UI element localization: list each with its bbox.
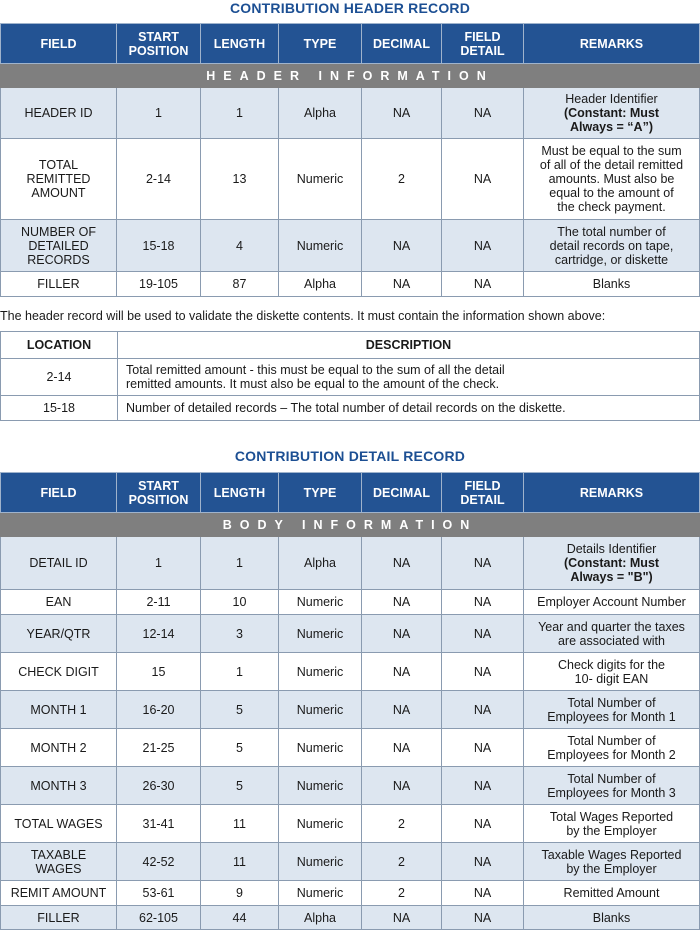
detail-cell: NA xyxy=(442,767,524,805)
column-header-detail xyxy=(442,473,524,513)
field-cell xyxy=(1,590,117,615)
column-header-line: DETAIL xyxy=(460,43,505,58)
column-header-line: DECIMAL xyxy=(373,485,430,500)
location-column-header: LOCATION xyxy=(1,332,118,359)
field-line: HEADER ID xyxy=(24,106,93,120)
remarks-line: Employer Account Number xyxy=(537,595,686,609)
remarks-cell xyxy=(524,881,700,906)
field-line: TOTAL xyxy=(38,158,79,172)
type-cell: Numeric xyxy=(279,767,362,805)
column-header-remarks xyxy=(524,24,700,64)
field-line: MONTH 2 xyxy=(30,740,87,755)
field-line: REMITTED xyxy=(26,172,91,186)
column-header-detail xyxy=(442,24,524,64)
remarks-line: amounts. Must also be xyxy=(548,172,675,186)
description-cell xyxy=(118,359,700,396)
column-header-line: TYPE xyxy=(303,36,337,51)
column-header-line: REMARKS xyxy=(579,485,644,500)
start-cell: 1 xyxy=(117,88,201,139)
description-line: Number of detailed records – The total number of detail records on the diskette. xyxy=(126,401,566,415)
detail-cell: NA xyxy=(442,88,524,139)
decimal-cell: 2 xyxy=(362,881,442,906)
section-label: HEADER INFORMATION xyxy=(1,64,700,88)
table-row xyxy=(1,272,700,297)
type-cell: Numeric xyxy=(279,615,362,653)
start-cell: 53-61 xyxy=(117,881,201,906)
remarks-line: Blanks xyxy=(592,277,631,291)
length-cell: 1 xyxy=(201,537,279,590)
field-cell xyxy=(1,615,117,653)
detail-cell: NA xyxy=(442,906,524,930)
detail-cell: NA xyxy=(442,691,524,729)
type-cell: Numeric xyxy=(279,590,362,615)
remarks-line: detail records on tape, xyxy=(549,238,674,253)
column-header-remarks xyxy=(524,473,700,513)
field-line: MONTH 1 xyxy=(30,702,87,717)
column-header-type xyxy=(279,473,362,513)
column-header-line: START xyxy=(138,29,179,44)
detail-cell: NA xyxy=(442,729,524,767)
field-cell xyxy=(1,906,117,930)
field-line: WAGES xyxy=(35,861,82,876)
decimal-cell: NA xyxy=(362,615,442,653)
column-header-start xyxy=(117,473,201,513)
section-label: BODY INFORMATION xyxy=(1,513,700,537)
table-row xyxy=(1,843,700,881)
start-cell: 12-14 xyxy=(117,615,201,653)
table-row xyxy=(1,396,700,421)
column-header-line: FIELD xyxy=(464,29,501,44)
field-cell xyxy=(1,881,117,906)
decimal-cell: NA xyxy=(362,729,442,767)
remarks-line: Year and quarter the taxes xyxy=(538,619,685,634)
description-line: Total remitted amount - this must be equal to the sum of all the detail xyxy=(126,363,505,377)
decimal-cell: 2 xyxy=(362,843,442,881)
field-line: FILLER xyxy=(37,910,80,925)
table-row xyxy=(1,881,700,906)
type-cell: Alpha xyxy=(279,906,362,930)
column-header-field xyxy=(1,473,117,513)
table-row xyxy=(1,906,700,930)
length-cell: 87 xyxy=(201,272,279,297)
remarks-cell xyxy=(524,615,700,653)
field-line: DETAIL ID xyxy=(29,556,88,570)
start-cell: 21-25 xyxy=(117,729,201,767)
remarks-line: Total Number of xyxy=(567,695,656,710)
table-row xyxy=(1,653,700,691)
detail-record-column-headers xyxy=(1,473,700,513)
remarks-line: Must be equal to the sum xyxy=(541,144,682,158)
start-cell: 62-105 xyxy=(117,906,201,930)
decimal-cell: NA xyxy=(362,906,442,930)
remarks-line: (Constant: Must xyxy=(563,106,660,120)
type-cell: Numeric xyxy=(279,881,362,906)
remarks-cell xyxy=(524,272,700,297)
table-row xyxy=(1,729,700,767)
decimal-cell: 2 xyxy=(362,805,442,843)
table-row xyxy=(1,139,700,220)
remarks-line: Total Wages Reported xyxy=(549,809,674,824)
length-cell: 11 xyxy=(201,843,279,881)
field-cell xyxy=(1,139,117,220)
remarks-line: Total Number of xyxy=(567,733,656,748)
detail-cell: NA xyxy=(442,653,524,691)
remarks-line: Total Number of xyxy=(567,771,656,786)
field-cell xyxy=(1,843,117,881)
field-cell xyxy=(1,805,117,843)
column-header-line: TYPE xyxy=(303,485,337,500)
field-line: TOTAL WAGES xyxy=(14,816,103,831)
field-line: MONTH 3 xyxy=(30,778,87,793)
column-header-length xyxy=(201,473,279,513)
type-cell: Alpha xyxy=(279,537,362,590)
field-cell xyxy=(1,272,117,297)
table-row xyxy=(1,590,700,615)
decimal-cell: NA xyxy=(362,88,442,139)
field-line: NUMBER OF xyxy=(21,224,96,239)
column-header-line: REMARKS xyxy=(579,36,644,51)
decimal-cell: NA xyxy=(362,537,442,590)
field-line: FILLER xyxy=(37,277,80,291)
description-cell xyxy=(118,396,700,421)
remarks-line: Header Identifier xyxy=(565,92,658,106)
field-line: TAXABLE xyxy=(30,847,87,862)
detail-cell: NA xyxy=(442,843,524,881)
column-header-line: LENGTH xyxy=(213,485,266,500)
detail-cell: NA xyxy=(442,139,524,220)
start-cell: 31-41 xyxy=(117,805,201,843)
remarks-line: Taxable Wages Reported xyxy=(541,847,682,862)
table-row xyxy=(1,615,700,653)
remarks-line: 10- digit EAN xyxy=(574,671,649,686)
field-cell xyxy=(1,88,117,139)
field-line: AMOUNT xyxy=(31,186,86,200)
type-cell: Numeric xyxy=(279,220,362,272)
decimal-cell: NA xyxy=(362,691,442,729)
remarks-cell xyxy=(524,88,700,139)
start-cell: 42-52 xyxy=(117,843,201,881)
detail-record-title: CONTRIBUTION DETAIL RECORD xyxy=(234,448,466,464)
remarks-line: Remitted Amount xyxy=(563,886,660,900)
remarks-line: by the Employer xyxy=(566,823,657,838)
table-row xyxy=(1,359,700,396)
field-cell xyxy=(1,729,117,767)
detail-cell: NA xyxy=(442,805,524,843)
header-record-column-headers xyxy=(1,24,700,64)
table-row xyxy=(1,220,700,272)
field-line: DETAILED xyxy=(28,238,89,253)
remarks-line: Employees for Month 2 xyxy=(547,747,676,762)
field-line: EAN xyxy=(45,595,72,609)
column-header-field xyxy=(1,24,117,64)
field-line: YEAR/QTR xyxy=(26,626,91,641)
remarks-cell xyxy=(524,805,700,843)
length-cell: 1 xyxy=(201,653,279,691)
length-cell: 9 xyxy=(201,881,279,906)
field-line: CHECK DIGIT xyxy=(18,664,99,679)
remarks-cell xyxy=(524,220,700,272)
start-cell: 15-18 xyxy=(117,220,201,272)
remarks-line: cartridge, or diskette xyxy=(554,252,669,267)
remarks-line: Details Identifier xyxy=(566,542,657,556)
remarks-line: The total number of xyxy=(557,224,666,239)
field-cell xyxy=(1,653,117,691)
table-row xyxy=(1,767,700,805)
start-cell: 26-30 xyxy=(117,767,201,805)
location-cell: 15-18 xyxy=(1,396,118,421)
section-row xyxy=(1,513,700,537)
remarks-line: equal to the amount of xyxy=(549,186,674,200)
decimal-cell: NA xyxy=(362,272,442,297)
remarks-line: of all of the detail remitted xyxy=(539,158,684,172)
remarks-line: by the Employer xyxy=(566,861,657,876)
type-cell: Alpha xyxy=(279,88,362,139)
column-header-decimal xyxy=(362,24,442,64)
remarks-line: Employees for Month 3 xyxy=(547,785,676,800)
header-record-title: CONTRIBUTION HEADER RECORD xyxy=(229,0,471,16)
section-row xyxy=(1,64,700,88)
remarks-line: (Constant: Must xyxy=(563,556,660,570)
decimal-cell: NA xyxy=(362,220,442,272)
type-cell: Numeric xyxy=(279,139,362,220)
start-cell: 2-11 xyxy=(117,590,201,615)
column-header-line: LENGTH xyxy=(213,36,266,51)
length-cell: 11 xyxy=(201,805,279,843)
decimal-cell: NA xyxy=(362,590,442,615)
remarks-cell xyxy=(524,906,700,930)
detail-cell: NA xyxy=(442,881,524,906)
detail-cell: NA xyxy=(442,590,524,615)
detail-cell: NA xyxy=(442,272,524,297)
header-record-table xyxy=(0,23,700,297)
remarks-line: Check digits for the xyxy=(558,657,665,672)
length-cell: 3 xyxy=(201,615,279,653)
description-column-header: DESCRIPTION xyxy=(118,332,700,359)
column-header-line: DETAIL xyxy=(460,492,505,507)
table-row xyxy=(1,537,700,590)
remarks-cell xyxy=(524,691,700,729)
table-row xyxy=(1,88,700,139)
start-cell: 2-14 xyxy=(117,139,201,220)
start-cell: 1 xyxy=(117,537,201,590)
location-description-table xyxy=(0,331,700,421)
detail-record-table xyxy=(0,472,700,930)
column-header-line: FIELD xyxy=(40,485,77,500)
column-header-type xyxy=(279,24,362,64)
remarks-line: are associated with xyxy=(557,633,665,648)
remarks-line: Always = “A”) xyxy=(569,120,653,134)
location-cell: 2-14 xyxy=(1,359,118,396)
column-header-length xyxy=(201,24,279,64)
remarks-cell xyxy=(524,767,700,805)
length-cell: 13 xyxy=(201,139,279,220)
length-cell: 5 xyxy=(201,691,279,729)
column-header-start xyxy=(117,24,201,64)
length-cell: 5 xyxy=(201,767,279,805)
start-cell: 16-20 xyxy=(117,691,201,729)
type-cell: Numeric xyxy=(279,691,362,729)
field-cell xyxy=(1,691,117,729)
remarks-cell xyxy=(524,139,700,220)
column-header-line: FIELD xyxy=(40,36,77,51)
length-cell: 5 xyxy=(201,729,279,767)
remarks-line: Blanks xyxy=(592,910,631,925)
table-row xyxy=(1,805,700,843)
remarks-line: Employees for Month 1 xyxy=(547,709,676,724)
field-line: REMIT AMOUNT xyxy=(10,886,107,900)
column-header-line: FIELD xyxy=(464,478,501,493)
remarks-cell xyxy=(524,843,700,881)
column-header-line: START xyxy=(138,478,179,493)
length-cell: 1 xyxy=(201,88,279,139)
decimal-cell: 2 xyxy=(362,139,442,220)
type-cell: Numeric xyxy=(279,805,362,843)
column-header-line: DECIMAL xyxy=(373,36,430,51)
detail-cell: NA xyxy=(442,615,524,653)
description-line: remitted amounts. It must also be equal to the amount of the check. xyxy=(126,377,500,391)
detail-cell: NA xyxy=(442,220,524,272)
length-cell: 44 xyxy=(201,906,279,930)
decimal-cell: NA xyxy=(362,767,442,805)
header-record-note: The header record will be used to validate the diskette contents. It must contain the information shown above: xyxy=(0,309,606,323)
type-cell: Numeric xyxy=(279,653,362,691)
type-cell: Numeric xyxy=(279,729,362,767)
start-cell: 19-105 xyxy=(117,272,201,297)
remarks-line: Always = "B") xyxy=(570,570,653,584)
decimal-cell: NA xyxy=(362,653,442,691)
length-cell: 10 xyxy=(201,590,279,615)
start-cell: 15 xyxy=(117,653,201,691)
column-header-line: POSITION xyxy=(128,43,189,58)
detail-cell: NA xyxy=(442,537,524,590)
remarks-cell xyxy=(524,653,700,691)
remarks-cell xyxy=(524,537,700,590)
length-cell: 4 xyxy=(201,220,279,272)
remarks-cell xyxy=(524,590,700,615)
field-line: RECORDS xyxy=(27,252,90,267)
column-header-decimal xyxy=(362,473,442,513)
remarks-cell xyxy=(524,729,700,767)
type-cell: Alpha xyxy=(279,272,362,297)
field-cell xyxy=(1,220,117,272)
type-cell: Numeric xyxy=(279,843,362,881)
column-header-line: POSITION xyxy=(128,492,189,507)
field-cell xyxy=(1,767,117,805)
remarks-line: the check payment. xyxy=(557,200,666,214)
table-row xyxy=(1,691,700,729)
field-cell xyxy=(1,537,117,590)
